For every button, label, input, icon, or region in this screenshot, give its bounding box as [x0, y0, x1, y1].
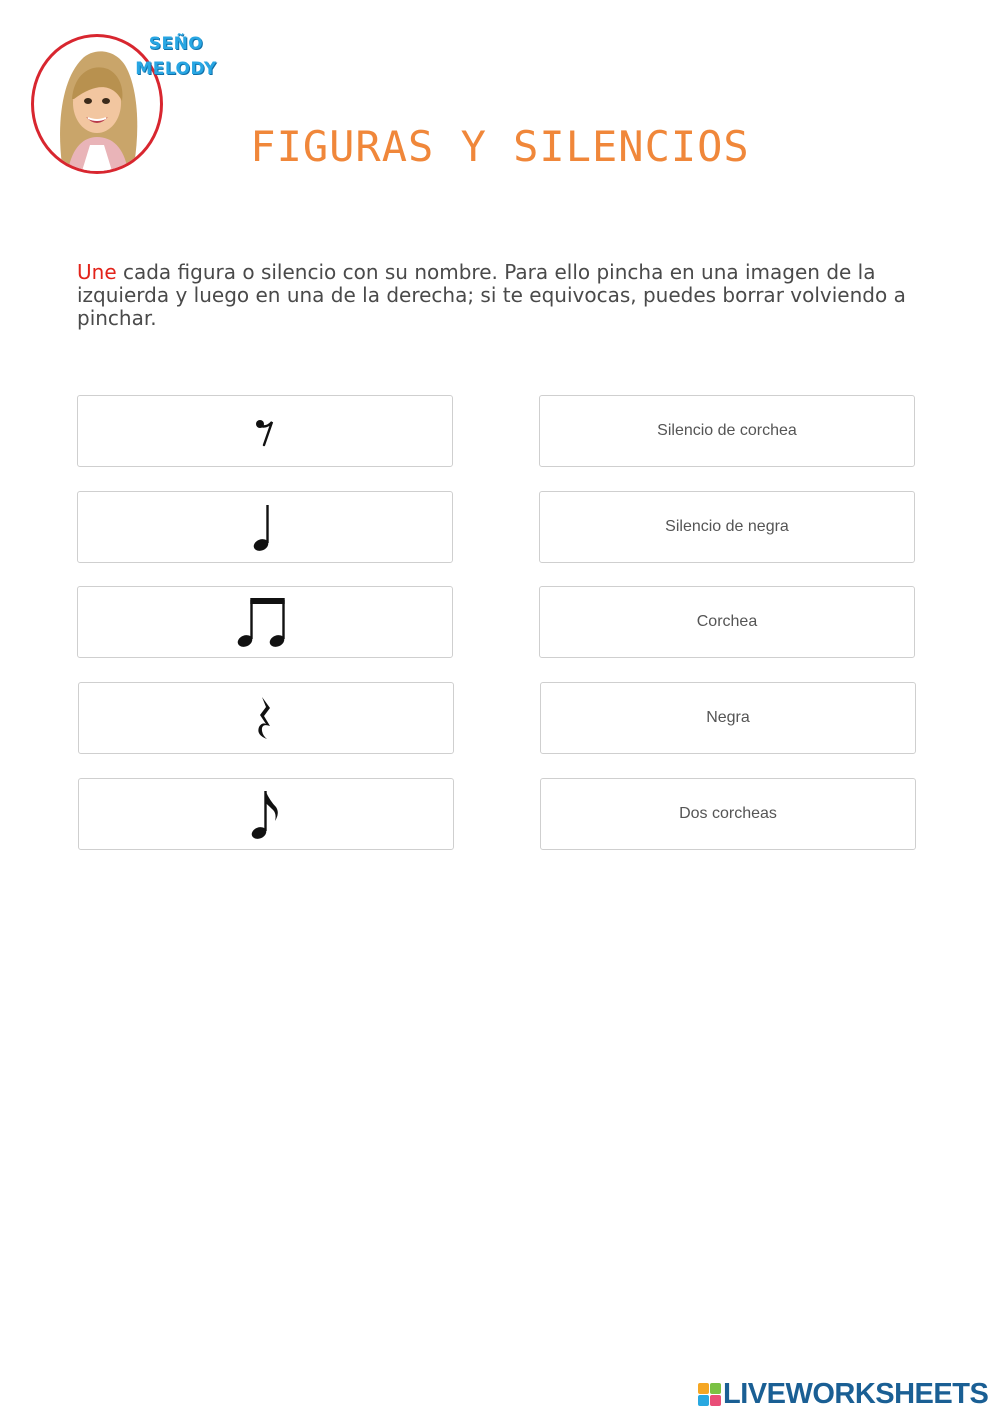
name-card-negra[interactable]: [540, 682, 916, 754]
figure-card-quarter-rest[interactable]: [78, 682, 454, 754]
name-card-dos-corcheas[interactable]: [540, 778, 916, 850]
name-label: Silencio de negra: [665, 518, 789, 535]
name-label: Silencio de corchea: [657, 422, 797, 439]
liveworksheets-logo-icon: [698, 1383, 721, 1406]
eighth-note-icon: [248, 787, 284, 841]
name-card-corchea[interactable]: [539, 586, 915, 658]
name-label: Corchea: [696, 613, 758, 630]
eighth-rest-icon: [250, 411, 280, 451]
name-label: Negra: [706, 709, 750, 726]
instructions: [77, 261, 917, 330]
name-card-silencio-de-corchea[interactable]: [539, 395, 915, 467]
figure-card-eighth-rest[interactable]: [77, 395, 453, 467]
brand-name: [126, 32, 226, 82]
figure-card-beamed-eighth-notes[interactable]: [77, 586, 453, 658]
page-title: FIGURAS Y SILENCIOS: [250, 122, 750, 171]
brand-line-2: MELODY: [135, 59, 217, 79]
name-card-silencio-de-negra[interactable]: [539, 491, 915, 563]
quarter-rest-icon: [251, 693, 281, 743]
instructions-highlight: Une: [77, 260, 117, 284]
figure-card-eighth-note[interactable]: [78, 778, 454, 850]
quarter-note-icon: [250, 501, 280, 553]
liveworksheets-logo: [698, 1376, 988, 1412]
figure-card-quarter-note[interactable]: [77, 491, 453, 563]
name-label: Dos corcheas: [679, 805, 777, 822]
instructions-text: cada figura o silencio con su nombre. Para ello pincha en una imagen de la izquierda y luego en una de la derecha; si te equivocas, puedes borrar volviendo a pinchar.: [77, 260, 906, 330]
liveworksheets-logo-text: LIVEWORKSHEETS: [723, 1377, 989, 1410]
beamed-eighth-notes-icon: [235, 594, 295, 650]
brand-line-1: SEÑO: [148, 34, 204, 54]
